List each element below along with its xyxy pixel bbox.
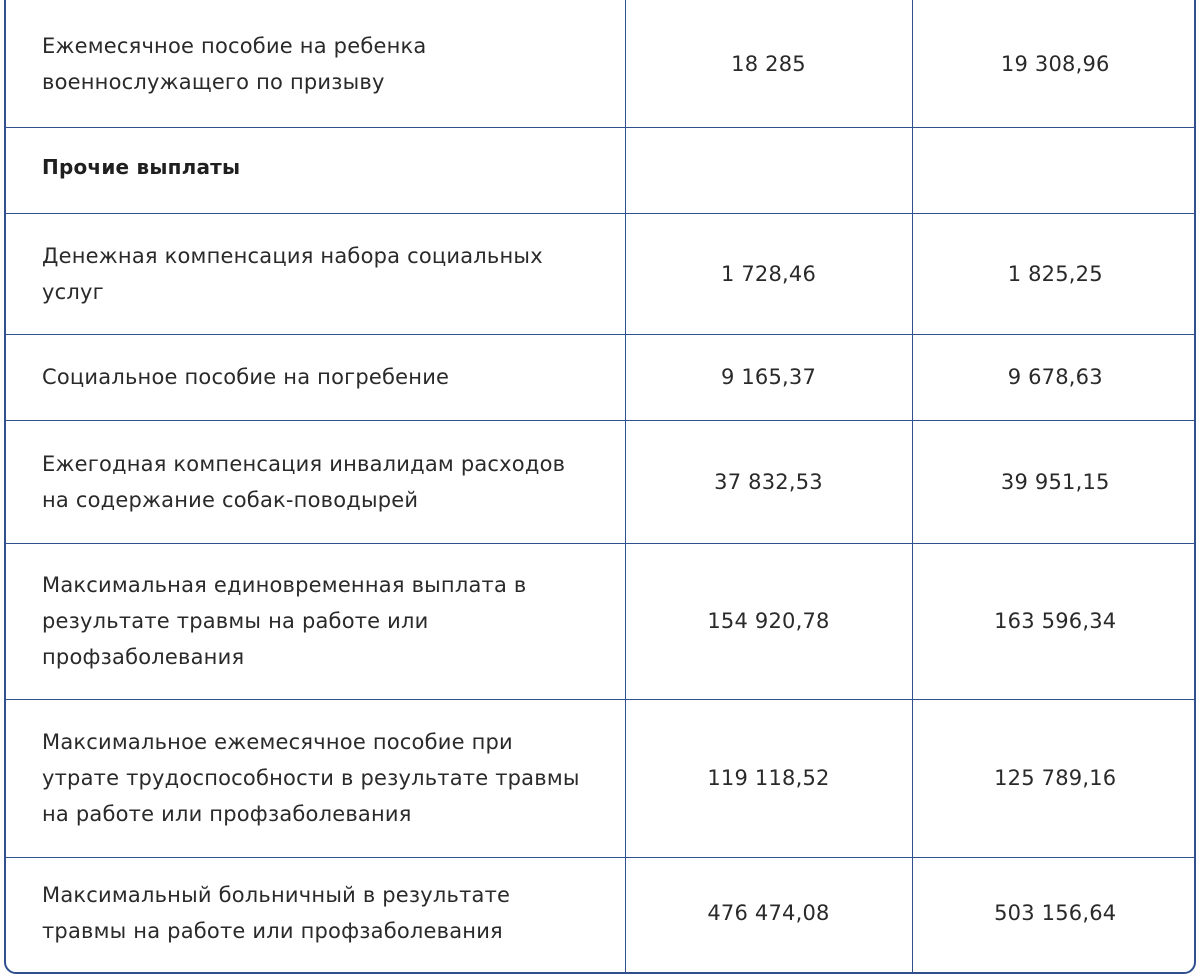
row-label: Денежная компенсация набора социальных услуг — [6, 213, 625, 334]
table-row — [6, 334, 1196, 420]
value-prev-year: 18 285 — [625, 0, 912, 127]
value-prev-year: 476 474,08 — [625, 857, 912, 974]
value-current-year: 125 789,16 — [912, 699, 1196, 857]
table-row — [6, 543, 1196, 699]
value-current-year: 1 825,25 — [912, 213, 1196, 334]
value-prev-year: 37 832,53 — [625, 420, 912, 543]
value-prev-year: 9 165,37 — [625, 334, 912, 420]
row-label: Максимальное ежемесячное пособие при утрате трудоспособности в результате травмы на работе или профзаболевания — [6, 699, 625, 857]
table-row — [6, 857, 1196, 974]
value-current-year: 163 596,34 — [912, 543, 1196, 699]
value-prev-year: 119 118,52 — [625, 699, 912, 857]
value-prev-year: 1 728,46 — [625, 213, 912, 334]
table-row — [6, 699, 1196, 857]
value-prev-year — [625, 127, 912, 213]
value-current-year: 9 678,63 — [912, 334, 1196, 420]
row-label: Ежемесячное пособие на ребенка военнослужащего по призыву — [6, 0, 625, 127]
table-row — [6, 213, 1196, 334]
value-current-year — [912, 127, 1196, 213]
value-current-year: 39 951,15 — [912, 420, 1196, 543]
value-current-year: 503 156,64 — [994, 900, 1117, 925]
table-row — [6, 0, 1196, 127]
payments-table — [4, 0, 1196, 974]
value-current-year: 19 308,96 — [912, 0, 1196, 127]
row-label: Максимальный больничный в результате травмы на работе или профзаболевания — [6, 857, 625, 974]
row-label: Ежегодная компенсация инвалидам расходов на содержание собак-поводырей — [6, 420, 625, 543]
section-label: Прочие выплаты — [6, 127, 625, 213]
section-row — [6, 127, 1196, 213]
row-label: Максимальная единовременная выплата в результате травмы на работе или профзаболевания — [6, 543, 625, 699]
value-prev-year: 154 920,78 — [625, 543, 912, 699]
table-row — [6, 420, 1196, 543]
row-label: Социальное пособие на погребение — [6, 334, 625, 420]
